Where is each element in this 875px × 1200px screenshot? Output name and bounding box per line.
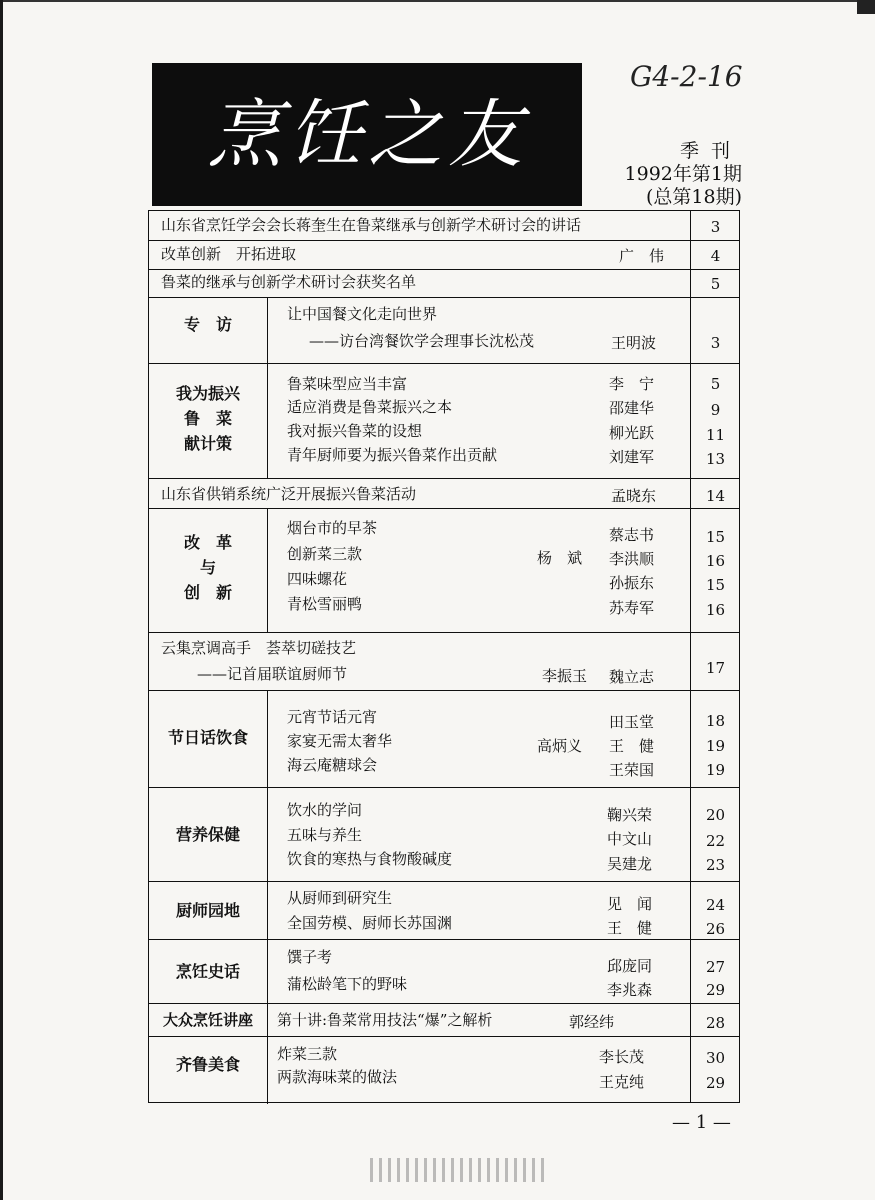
toc-page: 19 [705,737,726,755]
section-label-reform-2: 与 [199,558,216,577]
toc-author: 李 宁 [609,375,655,393]
section-divider [267,1036,268,1104]
row-divider [149,881,739,882]
toc-title[interactable]: 第十讲:鲁菜常用技法“爆”之解析 [277,1011,493,1029]
toc-author: 中文山 [607,830,653,848]
toc-title-awards[interactable]: 鲁菜的继承与创新学术研讨会获奖名单 [161,273,417,291]
row-divider [149,939,739,940]
toc-title[interactable]: 我对振兴鲁菜的设想 [287,422,423,440]
toc-page: 29 [705,981,726,999]
section-label-festival: 节日话饮食 [167,728,248,747]
section-divider [267,297,268,363]
toc-title[interactable]: 蒲松龄笔下的野味 [287,975,408,993]
toc-title[interactable]: 全国劳模、厨师长苏国渊 [287,914,453,932]
section-label-nutrition: 营养保健 [175,825,240,844]
page-number: — 1 — [672,1112,731,1133]
toc-title[interactable]: 鲁菜味型应当丰富 [287,375,408,393]
toc-author: 苏寿军 [609,599,655,617]
toc-page: 20 [705,806,726,824]
toc-page: 14 [705,487,726,505]
toc-title[interactable]: 烟台市的早茶 [287,519,378,537]
toc-title-reform[interactable]: 改革创新 开拓进取 [161,245,297,263]
toc-author: 孟晓东 [611,487,657,505]
section-label-chef: 厨师园地 [175,901,240,920]
toc-page: 3 [710,334,721,352]
section-divider [267,690,268,787]
toc-title[interactable]: 五味与养生 [287,826,363,844]
toc-title[interactable]: 两款海味菜的做法 [277,1068,398,1086]
section-divider [267,363,268,478]
toc-subtitle[interactable]: ——记首届联谊厨师节 [197,665,348,683]
toc-page: 4 [710,247,721,265]
toc-title[interactable]: 海云庵糖球会 [287,756,378,774]
scan-edge-top [0,0,875,2]
toc-title[interactable]: 饮食的寒热与食物酸碱度 [287,850,453,868]
toc-page: 15 [705,528,726,546]
toc-title[interactable]: 家宴无需太奢华 [287,732,393,750]
row-divider [149,632,739,633]
toc-author: 李振玉 [542,667,588,685]
toc-author: 广 伟 [619,247,665,265]
toc-page: 30 [705,1049,726,1067]
toc-page: 3 [710,218,721,236]
toc-extra-author: 杨 斌 [537,549,583,567]
section-divider [267,939,268,1003]
toc-page: 27 [705,958,726,976]
section-label-qilu: 齐鲁美食 [175,1055,240,1074]
handwritten-catalog-code: G4-2-16 [630,60,743,93]
toc-author: 吴建龙 [607,855,653,873]
toc-title[interactable]: 馔子考 [287,948,333,966]
section-divider [267,508,268,632]
toc-author: 田玉堂 [609,713,655,731]
toc-author: 王明波 [611,334,657,352]
issue-year: 1992年第1期 [624,163,742,185]
section-divider [267,787,268,881]
toc-title[interactable]: 青年厨师要为振兴鲁菜作出贡献 [287,446,498,464]
toc-title-coop[interactable]: 山东省供销系统广泛开展振兴鲁菜活动 [161,485,417,503]
toc-author: 邵建华 [609,399,655,417]
masthead-title: 烹饪之友 [208,92,528,178]
toc-page: 11 [705,426,726,444]
toc-extra-author: 高炳义 [537,737,583,755]
toc-author: 刘建军 [609,448,655,466]
toc-author: 鞠兴荣 [607,806,653,824]
toc-page: 17 [705,659,726,677]
toc-page: 19 [705,761,726,779]
section-divider [267,1003,268,1036]
section-label-revival-2: 鲁 菜 [183,409,232,428]
row-divider [149,508,739,509]
scan-corner-mark [857,0,875,14]
section-label-interview: 专 访 [183,315,232,334]
toc-author: 邱庞同 [607,957,653,975]
row-divider [149,1003,739,1004]
issue-total: (总第18期) [645,186,742,208]
toc-title[interactable]: 让中国餐文化走向世界 [287,305,438,323]
toc-author: 蔡志书 [609,526,655,544]
toc-title[interactable]: 青松雪丽鸭 [287,595,363,613]
row-divider [149,1036,739,1037]
toc-page: 5 [710,275,721,293]
toc-page: 15 [705,576,726,594]
toc-author: 李兆森 [607,981,653,999]
toc-page: 24 [705,896,726,914]
toc-title[interactable]: 从厨师到研究生 [287,889,393,907]
toc-author: 孙振东 [609,574,655,592]
section-label-history: 烹饪史话 [175,962,240,981]
row-divider [149,240,739,241]
toc-author: 魏立志 [609,668,655,686]
toc-author: 李洪顺 [609,550,655,568]
row-divider [149,363,739,364]
section-label-revival-3: 献计策 [183,434,232,453]
toc-page: 22 [705,832,726,850]
section-label-lecture: 大众烹饪讲座 [162,1011,253,1029]
toc-page: 5 [710,375,721,393]
scan-bottom-mark [370,1158,550,1182]
toc-author: 王荣国 [609,761,655,779]
toc-page: 28 [705,1014,726,1032]
toc-author: 王克纯 [599,1073,645,1091]
toc-author: 见 闻 [607,895,653,913]
toc-page: 23 [705,856,726,874]
row-divider [149,690,739,691]
toc-author: 王 健 [609,737,655,755]
section-label-reform-3: 创 新 [183,583,232,602]
toc-author: 郭经纬 [569,1013,615,1031]
toc-page: 26 [705,920,726,938]
table-of-contents [148,210,740,1103]
row-divider [149,297,739,298]
toc-subtitle[interactable]: ——访台湾餐饮学会理事长沈松茂 [309,332,535,350]
toc-title[interactable]: 炸菜三款 [277,1045,338,1063]
masthead [152,63,582,206]
toc-title[interactable]: 创新菜三款 [287,545,363,563]
toc-author: 柳光跃 [609,424,655,442]
toc-title-gathering[interactable]: 云集烹调高手 荟萃切磋技艺 [161,639,357,657]
section-divider [267,881,268,939]
row-divider [149,269,739,270]
toc-author: 王 健 [607,919,653,937]
section-label-reform-1: 改 革 [183,533,232,552]
issue-season: 季刊 [679,140,742,162]
toc-title[interactable]: 四味螺花 [287,570,348,588]
toc-title-speech[interactable]: 山东省烹饪学会会长蒋奎生在鲁菜继承与创新学术研讨会的讲话 [161,216,582,234]
toc-title[interactable]: 元宵节话元宵 [287,708,378,726]
section-label-revival-1: 我为振兴 [175,384,240,403]
toc-page: 16 [705,552,726,570]
toc-author: 李长茂 [599,1048,645,1066]
toc-page: 16 [705,601,726,619]
issue-info [625,140,742,209]
row-divider [149,478,739,479]
row-divider [149,787,739,788]
toc-page: 9 [710,401,721,419]
toc-page: 18 [705,712,726,730]
toc-title[interactable]: 适应消费是鲁菜振兴之本 [287,398,453,416]
toc-title[interactable]: 饮水的学问 [287,801,363,819]
toc-page: 13 [705,450,726,468]
toc-page: 29 [705,1074,726,1092]
scan-edge-left [0,0,3,1200]
